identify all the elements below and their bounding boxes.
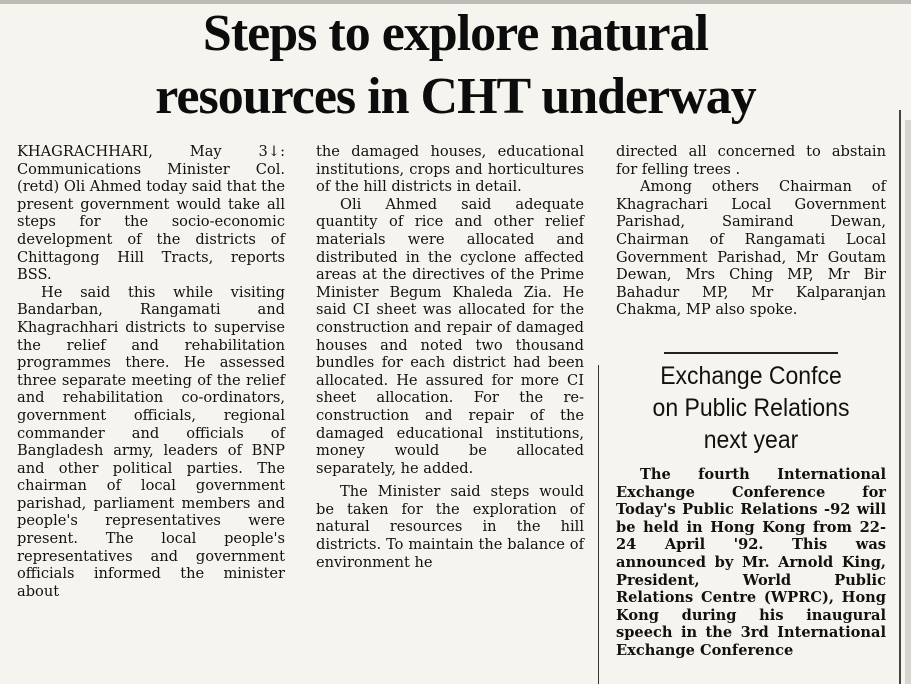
sidebar-paragraph: The fourth International Exchange Conference for Today's Public Relations -92 will be held in Hong Kong from 22-24 April '92. This was announced by Mr. Arnold King, President, World Public Relations Centre (WPRC), Hong Kong during his inaugural speech in the 3rd International Exchange Conference <box>616 466 886 659</box>
article-paragraph: directed all concerned to abstain for felling trees . <box>616 143 886 178</box>
article-paragraph: Oli Ahmed said adequate quantity of rice and other relief materials were allocated and distributed in the cyclone affected areas at the directives of the Prime Minister Begum Khaleda Zia. He said CI sheet was allocated for the construction and repair of damaged houses and noted two thousand bundles for each district had been allocated. He assured for more CI sheet allocation. For the re-construction and repair of the damaged educational institutions, money would be allocated separately, he added. <box>316 195 584 477</box>
sidebar-headline <box>618 360 885 456</box>
sidebar-headline-line-3: next year <box>703 426 799 454</box>
page-edge-rule <box>899 110 901 684</box>
article-end-rule <box>664 352 838 354</box>
sidebar-headline-line-1: Exchange Confce <box>660 362 842 390</box>
page-edge <box>905 120 911 684</box>
article-column-3 <box>616 143 886 319</box>
article-paragraph: KHAGRACHHARI, May 3↓: Communications Minister Col. (retd) Oli Ahmed today said that the present government would take all steps for the socio-economic development of the districts of Chittagong Hill Tracts, reports BSS. <box>17 143 285 284</box>
article-paragraph: He said this while visiting Bandarban, Rangamati and Khagrachhari districts to supervise the relief and rehabilitation programmes there. He assessed three separate meeting of the relief and rehabilitation co-ordinators, government officials, regional commander and officials of Bangladesh army, leaders of BNP and other political parties. The chairman of local government parishad, parliament members and people's representatives were present. The local people's representatives and government officials informed the minister about <box>17 283 285 600</box>
article-paragraph: Among others Chairman of Khagrachari Local Government Parishad, Samirand Dewan, Chairman of Rangamati Local Government Parishad, Mr Goutam Dewan, Mrs Ching MP, Mr Bir Bahadur MP, Mr Kalparanjan Chakma, MP also spoke. <box>616 178 886 319</box>
sidebar-article <box>616 466 886 660</box>
headline-line-2: resources in CHT underway <box>155 68 756 125</box>
sidebar-headline-line-2: on Public Relations <box>652 394 850 422</box>
article-paragraph: The Minister said steps would be taken for the exploration of natural resources in the hill districts. To maintain the balance of environment he <box>316 483 584 571</box>
article-column-2 <box>316 143 584 571</box>
headline-line-1: Steps to explore natural <box>202 5 709 62</box>
article-column-1 <box>17 143 285 600</box>
article-paragraph: the damaged houses, educational institutions, crops and horticultures of the hill districts in detail. <box>316 143 584 196</box>
sidebar-divider <box>598 365 599 684</box>
